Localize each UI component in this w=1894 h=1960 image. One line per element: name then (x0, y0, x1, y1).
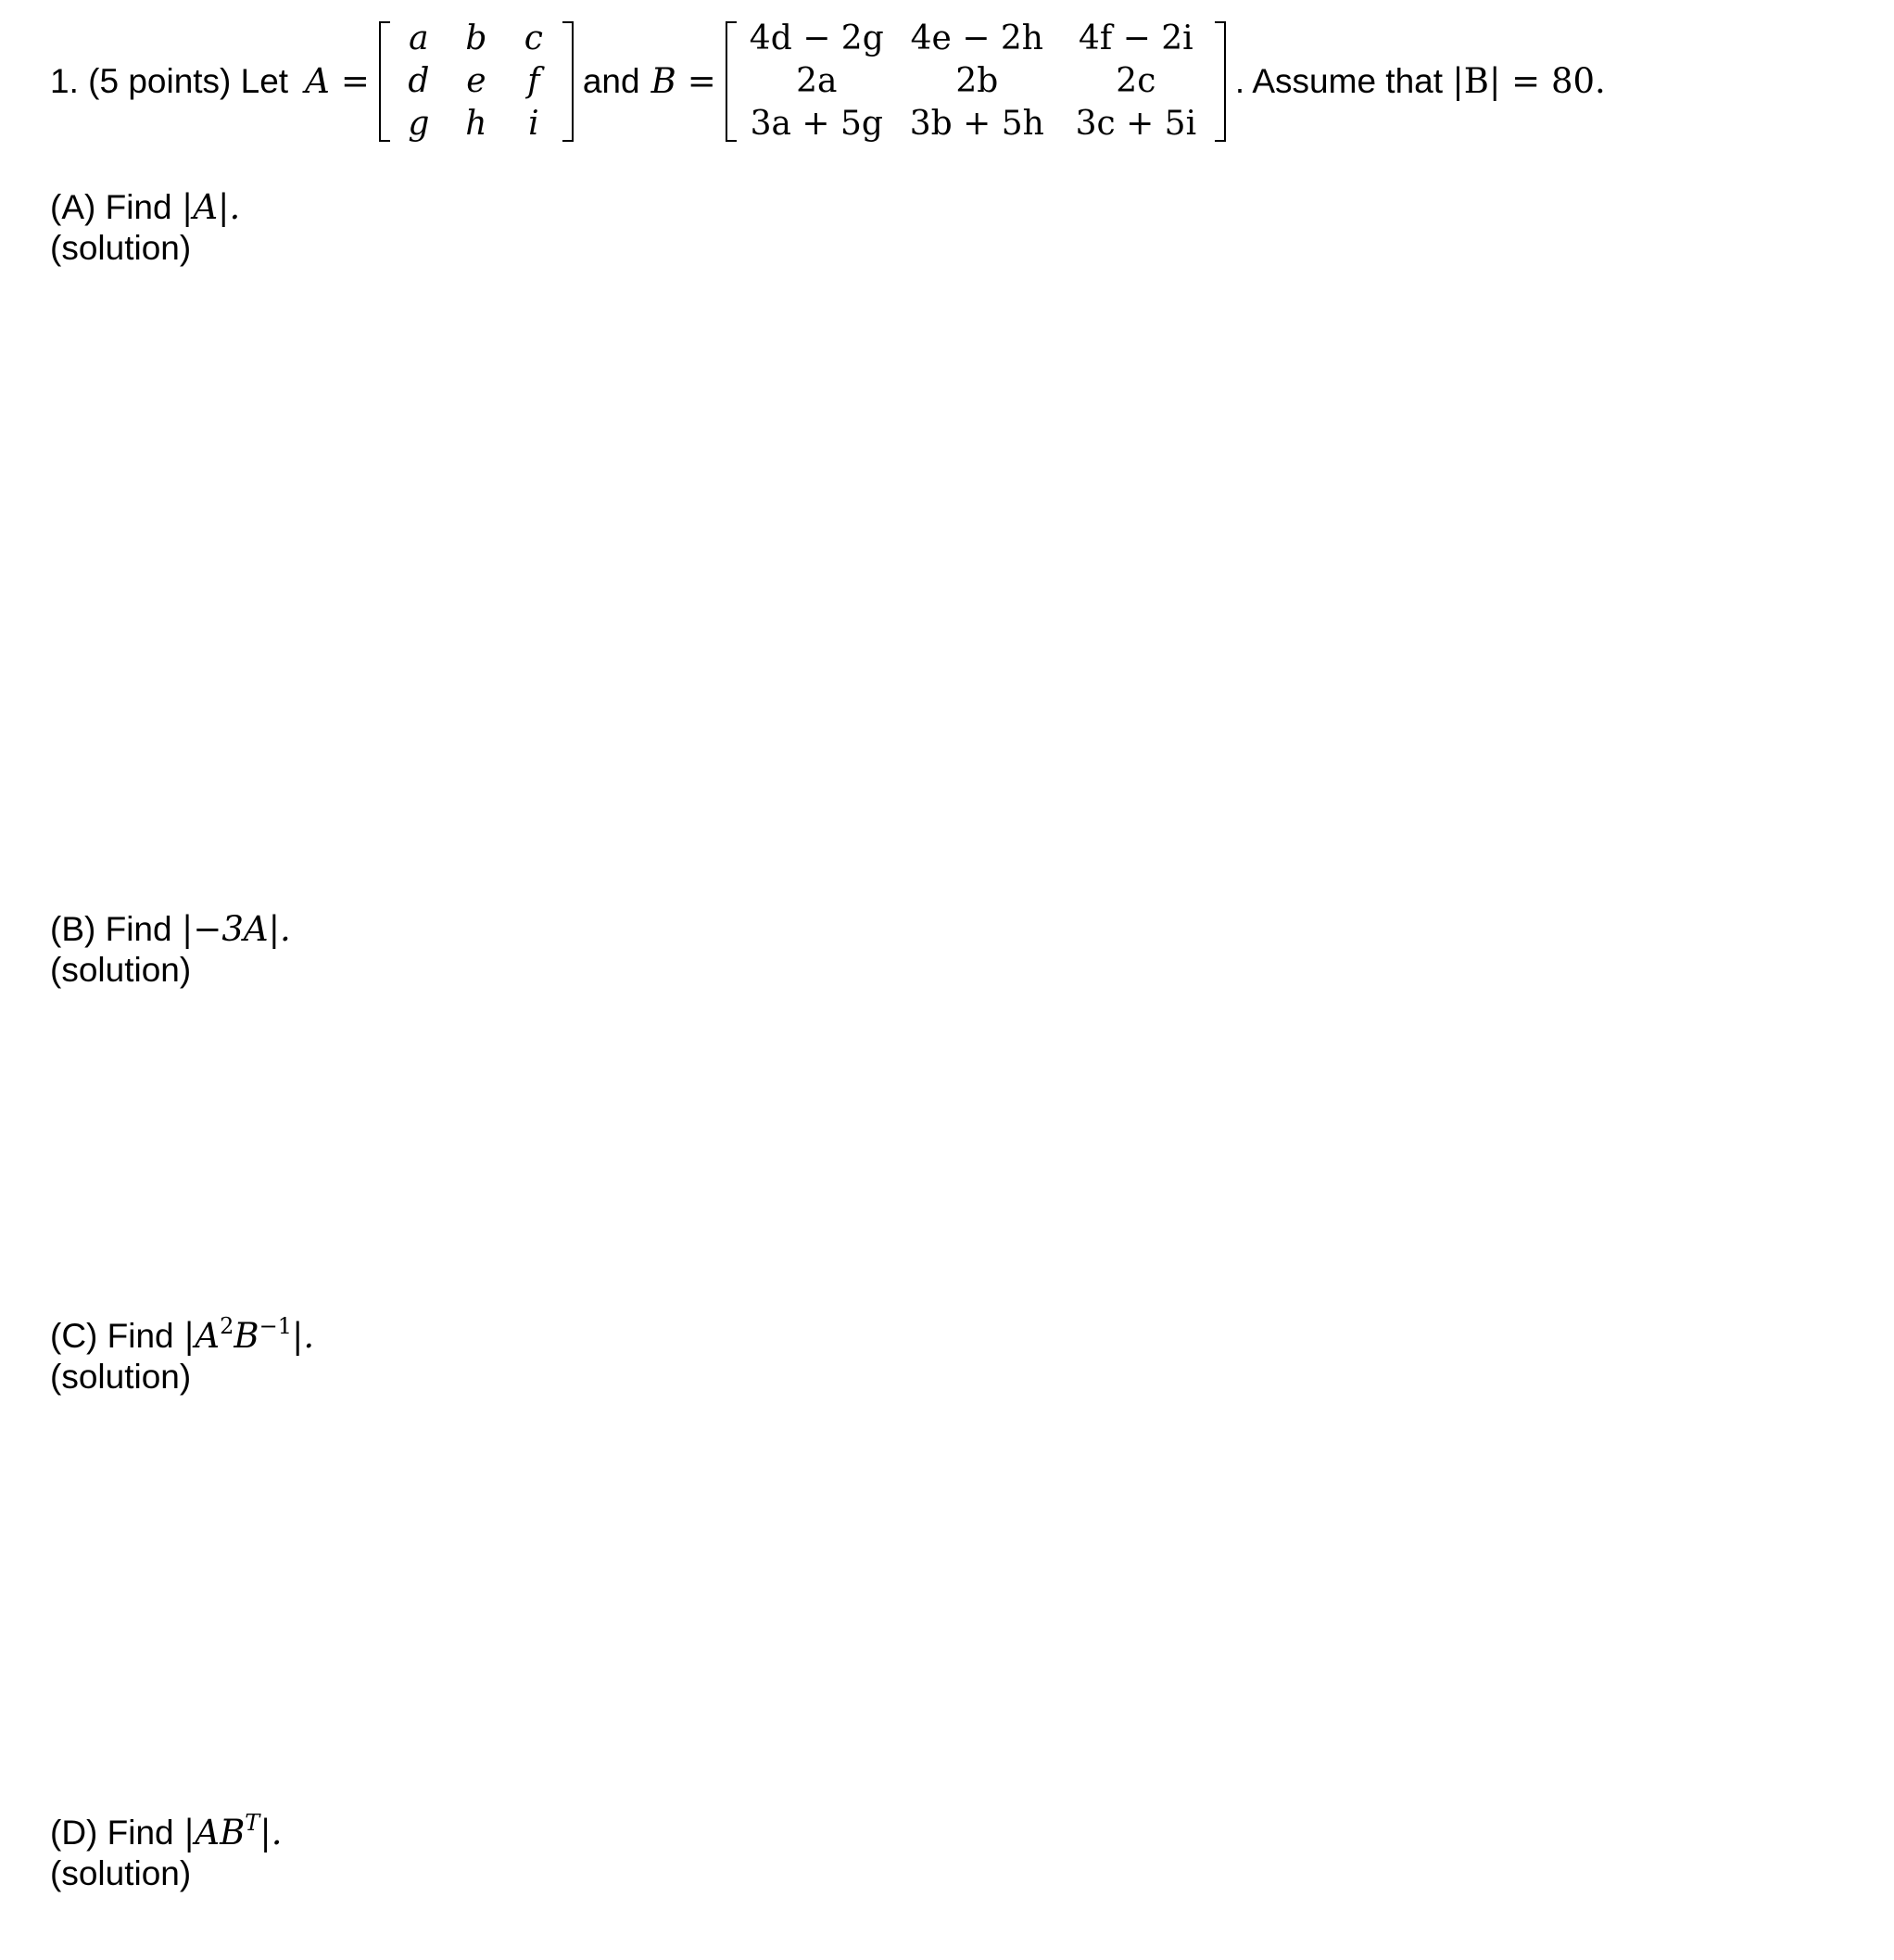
problem-statement (50, 17, 1606, 146)
and-text: and (582, 61, 640, 100)
part-d-superscript-transpose: T (245, 1810, 260, 1836)
matrix-a-cell: h (465, 105, 487, 143)
matrix-b-cell: 4e − 2h (910, 19, 1043, 57)
part-c-superscript-2: 2 (220, 1313, 234, 1339)
matrix-b-cell: 4f − 2i (1078, 19, 1193, 57)
part-d-math-close: |. (259, 1813, 283, 1853)
part-a-prompt: (A) Find (50, 188, 182, 226)
matrix-a-cell: e (466, 62, 486, 100)
matrix-a (379, 18, 574, 145)
matrix-a-cell: i (528, 105, 539, 143)
part-d-math-base: |AB (183, 1813, 246, 1853)
assumption-prefix: . Assume that (1234, 61, 1453, 100)
matrix-b-cell: 2c (1116, 62, 1156, 100)
problem-number-points: 1. (5 points) Let (50, 61, 289, 100)
assumption-math: |B| = 80. (1452, 60, 1606, 101)
matrix-a-cell: f (527, 62, 540, 100)
matrix-a-symbol: A (305, 60, 330, 101)
part-c-math-close: |. (291, 1316, 315, 1356)
part-c-math-mid: B (234, 1316, 259, 1356)
equals-sign: = (340, 60, 370, 101)
part-d-prompt: (D) Find (50, 1814, 183, 1852)
part-c-question (50, 1313, 315, 1357)
matrix-b-cell: 3c + 5i (1075, 105, 1197, 143)
part-d-question (50, 1810, 283, 1853)
matrix-b-cell: 2a (796, 62, 838, 100)
matrix-b-cell: 4d − 2g (749, 19, 884, 57)
part-b-question (50, 909, 291, 950)
part-c-prompt: (C) Find (50, 1317, 183, 1355)
part-d (50, 1810, 283, 1895)
part-a-question (50, 187, 240, 228)
matrix-a-cell: b (465, 19, 487, 57)
matrix-a-cell: d (408, 62, 430, 100)
matrix-b-symbol: B (650, 60, 676, 101)
equals-sign: = (687, 60, 716, 101)
part-c-solution: (solution) (50, 1358, 192, 1397)
matrix-a-cell: a (409, 19, 429, 57)
part-d-solution: (solution) (50, 1854, 192, 1893)
matrix-b-cell: 3b + 5h (909, 105, 1044, 143)
part-c-superscript-inverse: −1 (259, 1313, 292, 1339)
part-b-math: |−3A|. (181, 909, 291, 949)
matrix-a-cell: c (524, 19, 543, 57)
matrix-b-cell: 3a + 5g (750, 105, 883, 143)
part-c (50, 1313, 315, 1398)
part-b (50, 909, 291, 992)
part-c-math-open: |A (183, 1316, 221, 1356)
part-b-solution: (solution) (50, 951, 192, 990)
matrix-b (726, 18, 1226, 145)
part-a-math: |A|. (181, 187, 241, 227)
part-b-prompt: (B) Find (50, 910, 182, 948)
part-a (50, 187, 240, 270)
matrix-b-cell: 2b (955, 62, 999, 100)
matrix-a-cell: g (408, 105, 430, 143)
part-a-solution: (solution) (50, 229, 192, 268)
